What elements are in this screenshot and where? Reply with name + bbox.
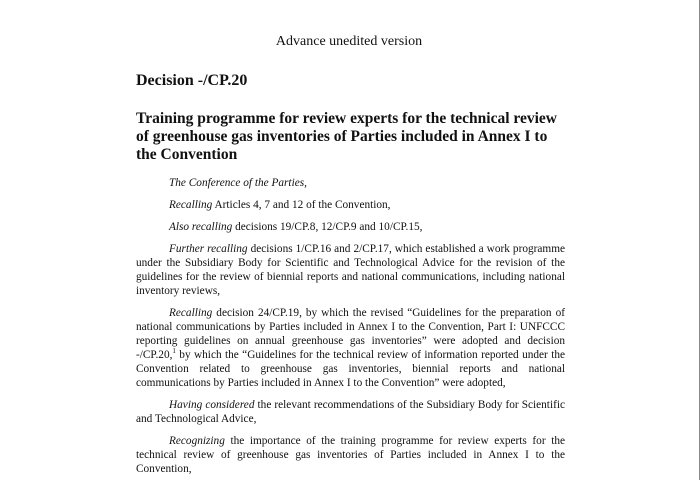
paragraph-lead: Further recalling (169, 243, 248, 255)
paragraph-lead: Having considered (169, 399, 255, 411)
paragraph-text: decisions 19/CP.8, 12/CP.9 and 10/CP.15, (232, 221, 423, 233)
paragraph-text: Articles 4, 7 and 12 of the Convention, (212, 199, 391, 211)
paragraph (136, 176, 565, 190)
paragraph-lead: Recalling (169, 199, 213, 211)
paragraph-lead: Recalling (169, 307, 213, 319)
paragraph-text: the importance of the training programme for review experts for the technical review of greenhouse gas inventories of Parties included in Annex I to the Convention, (136, 435, 565, 475)
paragraph (136, 306, 565, 390)
paragraph-text: decisions 1/CP.16 and 2/CP.17, which established a work programme under the Subsidiary Body for Scientific and Technological Advice for the revision of the guidelines for the review of biennial reports and national communications, including national inventory reviews, (136, 243, 565, 297)
decision-title: Training programme for review experts for the technical review of greenhouse gas inventories of Parties included in Annex I to the Convention (136, 110, 557, 163)
paragraph-text: decision 24/CP.19, by which the revised “Guidelines for the preparation of national communications by Parties included in Annex I to the Convention, Part I: UNFCCC reporting guidelines on annual greenhouse gas inventories” were adopted and decision -/CP.20, (136, 307, 565, 361)
paragraph (136, 398, 565, 426)
footnote-reference[interactable]: 1 (172, 347, 176, 356)
paragraph (136, 434, 565, 476)
decision-number: Decision -/CP.20 (136, 72, 248, 89)
paragraph (136, 198, 565, 212)
document-body (136, 176, 565, 484)
paragraph-lead: Recognizing (169, 435, 225, 447)
version-note: Advance unedited version (275, 34, 423, 49)
paragraph-text-continued: by which the “Guidelines for the technical review of information reported under the Convention related to greenhouse gas inventories, biennial reports and national communications by Parties included in Annex I to the Convention” were adopted, (136, 349, 565, 389)
paragraph-lead: Also recalling (169, 221, 233, 233)
paragraph-lead: The Conference of the Parties, (169, 177, 307, 189)
paragraph-text: the relevant recommendations of the Subsidiary Body for Scientific and Technological Advice, (136, 399, 565, 425)
paragraph (136, 220, 565, 234)
paragraph (136, 242, 565, 298)
